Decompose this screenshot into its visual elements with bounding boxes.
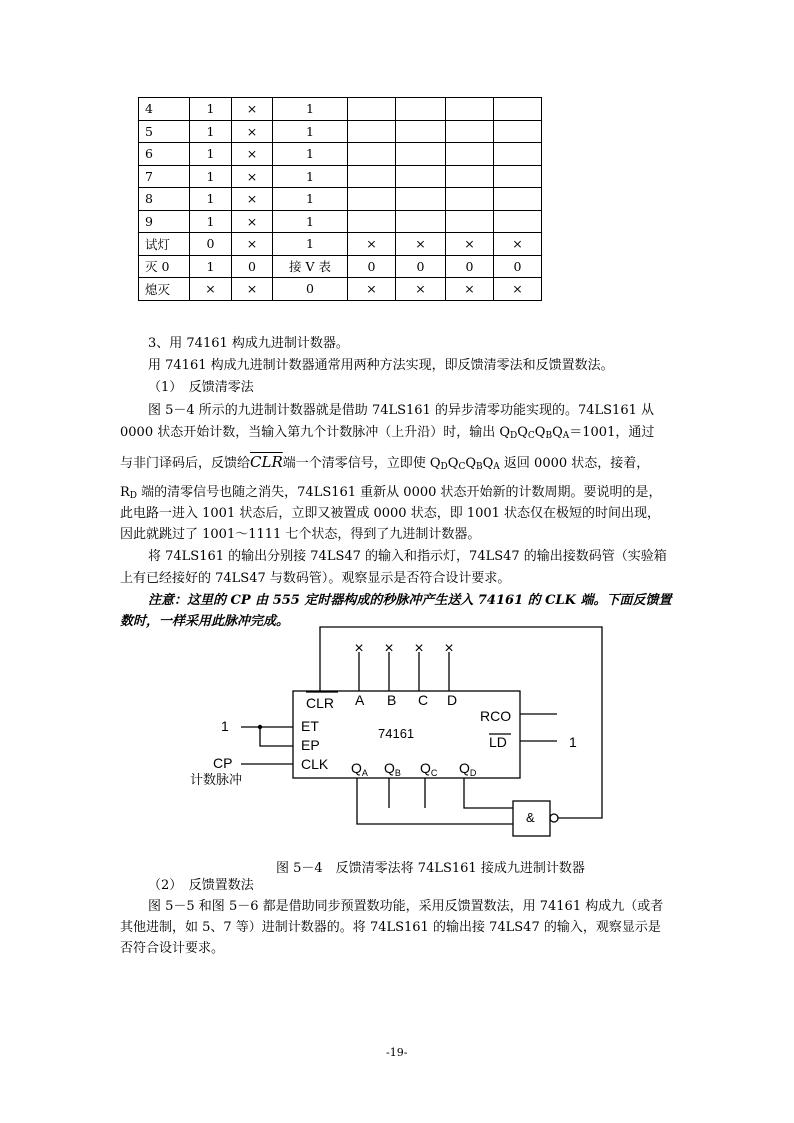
pin-rco-label: RCO xyxy=(480,708,512,724)
table-cell: × xyxy=(232,165,273,188)
qb-subscript-2: B xyxy=(476,462,483,472)
table-cell: 灭 0 xyxy=(139,255,190,278)
note-line-2: 数时，一样采用此脉冲完成。 xyxy=(120,614,290,629)
qa-subscript: A xyxy=(562,431,570,441)
pulse-label: 计数脉冲 xyxy=(190,772,243,787)
table-cell: 1 xyxy=(190,210,232,233)
table-cell: × xyxy=(348,278,396,301)
table-cell: 熄灭 xyxy=(139,278,190,301)
rd-r: R xyxy=(120,485,130,500)
table-cell: 1 xyxy=(273,165,348,188)
table-cell: 9 xyxy=(139,210,190,233)
subsection-2-title: （2） 反馈置数法 xyxy=(148,878,254,893)
table-cell: 1 xyxy=(273,210,348,233)
paragraph-2-line-1: 将 74LS161 的输出分别接 74LS47 的输入和指示灯，74LS47 的输出接数码管（实验箱 xyxy=(148,549,667,564)
table-cell: × xyxy=(232,210,273,233)
pin-b-label: B xyxy=(387,692,397,708)
p1c-pre: 与非门译码后，反馈给 xyxy=(120,456,251,471)
qd-wire xyxy=(464,778,513,808)
table-cell: × xyxy=(232,233,273,256)
section-heading: 3、用 74161 构成九进制计数器。 xyxy=(148,336,349,351)
nand-symbol: & xyxy=(526,810,535,825)
qd-subscript: D xyxy=(510,431,518,441)
subsection-1-title: （1） 反馈清零法 xyxy=(148,380,254,395)
table-cell: 6 xyxy=(139,143,190,166)
pin-c-label: C xyxy=(418,692,429,708)
paragraph-1-line-2: 0000 状态开始计数，当输入第九个计数脉冲（上升沿）时，输出 $Q_DQ_CQ_BQ_A=1001$，通过 xyxy=(120,425,655,441)
table-cell: 1 xyxy=(273,233,348,256)
table-cell: 1 xyxy=(190,143,232,166)
table-cell: 0 xyxy=(273,278,348,301)
table-cell: 1 xyxy=(273,143,348,166)
nand-bubble xyxy=(550,814,558,822)
table-cell: 试灯 xyxy=(139,233,190,256)
table-cell: 1 xyxy=(190,255,232,278)
table-cell: 4 xyxy=(139,98,190,121)
table-cell: 1 xyxy=(190,120,232,143)
note-line-1: 注意：这里的 CP 由 555 定时器构成的秒脉冲产生送入 74161 的 CLK 端。下面反馈置 xyxy=(148,593,672,608)
table-cell: 接 V 表 xyxy=(273,255,348,278)
qd-label: $Q_D$ xyxy=(459,760,477,778)
rd-subscript: D xyxy=(129,491,138,501)
pin-clk-label: CLK xyxy=(301,756,329,772)
page-number: -19- xyxy=(386,1046,408,1059)
figure-caption: 图 5－4 反馈清零法将 74LS161 接成九进制计数器 xyxy=(276,861,585,876)
p1b-pre: 0000 状态开始计数，当输入第九个计数脉冲（上升沿）时，输出 Q xyxy=(120,425,511,440)
p1c-mid: 端一个清零信号，立即使 Q xyxy=(282,456,441,471)
dont-care-d: × xyxy=(444,640,454,657)
table-cell: 0 xyxy=(348,255,396,278)
table-cell: 7 xyxy=(139,165,190,188)
table-cell: × xyxy=(232,98,273,121)
paragraph-3-line-3: 否符合设计要求。 xyxy=(120,941,225,956)
table-cell: 1 xyxy=(190,188,232,211)
pin-clr-label: CLR xyxy=(306,695,335,711)
table-cell: 5 xyxy=(139,120,190,143)
table-cell: 1 xyxy=(190,98,232,121)
paragraph-1-line-1: 图 5－4 所示的九进制计数器就是借助 74LS161 的异步清零功能实现的。74LS161 从 xyxy=(148,403,654,418)
ep-wire xyxy=(260,727,293,746)
table-cell: × xyxy=(232,120,273,143)
et-input-one: 1 xyxy=(221,718,229,734)
paragraph-1-line-6: 因此就跳过了 1001～1111 七个状态，得到了九进制计数器。 xyxy=(120,527,481,542)
table-cell: × xyxy=(190,278,232,301)
dont-care-a: × xyxy=(354,640,364,657)
qa-label: $Q_A$ xyxy=(351,760,368,778)
table-cell: × xyxy=(446,233,494,256)
p1b-post: ＝1001，通过 xyxy=(569,425,655,440)
qc-label: $Q_C$ xyxy=(420,760,438,778)
table-cell: 0 xyxy=(446,255,494,278)
cp-label: CP xyxy=(213,755,233,771)
dont-care-b: × xyxy=(384,640,394,657)
paragraph-1-line-3: 与非门译码后，反馈给$\overline{CLR}$端一个清零信号，立即使 $Q_DQ_CQ_BQ_A$ 返回 0000 状态，接着， xyxy=(120,453,650,472)
table-cell: × xyxy=(446,278,494,301)
table-cell: × xyxy=(494,278,542,301)
qd-subscript-2: D xyxy=(440,462,448,472)
ld-input-one: 1 xyxy=(569,734,577,750)
intro-paragraph: 用 74161 构成九进制计数器通常用两种方法实现，即反馈清零法和反馈置数法。 xyxy=(148,358,614,373)
table-cell: × xyxy=(232,188,273,211)
table-cell: × xyxy=(232,143,273,166)
table-cell: 1 xyxy=(273,120,348,143)
table-cell: 8 xyxy=(139,188,190,211)
qb-label: $Q_B$ xyxy=(384,760,401,778)
qa-wire xyxy=(357,778,513,824)
table-cell: 0 xyxy=(494,255,542,278)
table-cell: 0 xyxy=(396,255,446,278)
pin-a-label: A xyxy=(355,692,365,708)
table-cell: × xyxy=(232,278,273,301)
paragraph-3-line-2: 其他进制，如 5、7 等）进制计数器的。将 74LS161 的输出接 74LS47 的输入，观察显示是 xyxy=(120,920,661,935)
p1d-post: 端的清零信号也随之消失，74LS161 重新从 0000 状态开始新的计数周期。要说明的是， xyxy=(137,485,662,500)
table-cell: × xyxy=(396,233,446,256)
dont-care-c: × xyxy=(414,640,424,657)
qb-subscript: B xyxy=(545,431,553,441)
paragraph-3-line-1: 图 5－5 和图 5－6 都是借助同步预置数功能，采用反馈置数法，用 74161 构成九（或者 xyxy=(148,899,664,914)
table-cell: × xyxy=(348,233,396,256)
table-cell: × xyxy=(396,278,446,301)
paragraph-2-line-2: 上有已经接好的 74LS47 与数码管）。观察显示是否符合设计要求。 xyxy=(120,571,511,586)
paragraph-1-line-5: 此电路一进入 1001 状态后，立即又被置成 0000 状态，即 1001 状态仅在极短的时间出现， xyxy=(120,506,661,521)
table-cell: 1 xyxy=(273,188,348,211)
clr-overline-text: $\overline{CLR}$ xyxy=(250,453,283,471)
pin-et-label: ET xyxy=(301,718,319,734)
qc-subscript: C xyxy=(527,431,535,441)
qc-subscript-2: C xyxy=(458,462,466,472)
pin-d-label: D xyxy=(447,692,458,708)
chip-name-label: 74161 xyxy=(378,726,415,741)
junction-dot xyxy=(258,725,262,729)
table-cell: 0 xyxy=(232,255,273,278)
table-cell: × xyxy=(494,233,542,256)
table-cell: 1 xyxy=(190,165,232,188)
table-cell: 0 xyxy=(190,233,232,256)
p1c-post: 返回 0000 状态，接着， xyxy=(499,456,650,471)
table-cell: 1 xyxy=(273,98,348,121)
pin-ep-label: EP xyxy=(301,737,320,753)
pin-ld-label: LD xyxy=(489,734,507,750)
qa-subscript-2: A xyxy=(493,462,500,472)
